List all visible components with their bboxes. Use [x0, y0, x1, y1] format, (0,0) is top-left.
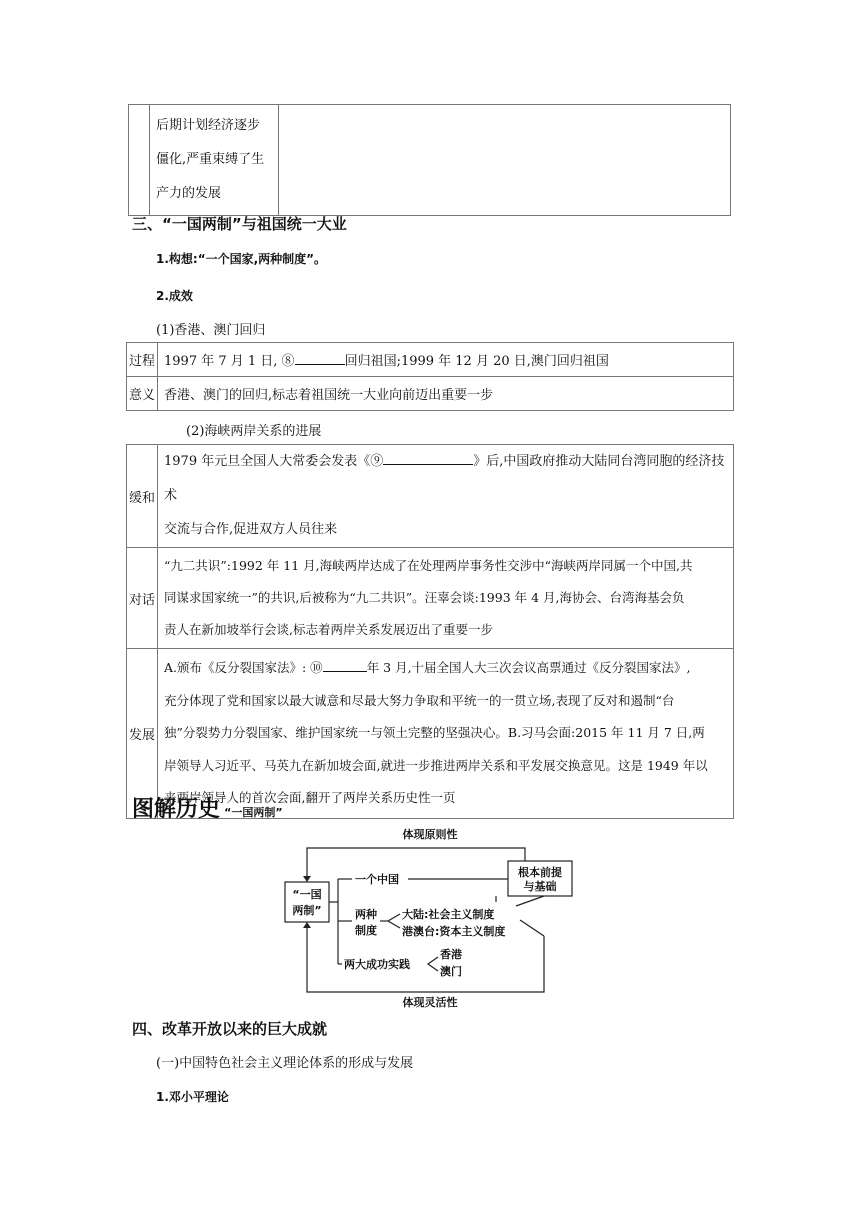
principle-arrow-line [307, 848, 525, 879]
text-line: 僵化,严重束缚了生 [156, 152, 265, 167]
row-label: 发展 [127, 649, 158, 819]
economy-table-fragment [128, 104, 731, 216]
diagram-heading-sub: “一国两制” [224, 806, 283, 819]
two-systems-label-1: 两种 [355, 908, 377, 921]
fill-blank-10[interactable] [323, 659, 367, 672]
row-label: 对话 [127, 548, 158, 649]
row-content [158, 343, 734, 377]
row-content [158, 445, 734, 548]
row-label: 意义 [127, 377, 158, 411]
item-deng-theory: 1.邓小平理论 [156, 1090, 229, 1104]
return-table [126, 342, 734, 411]
macau-label: 澳门 [440, 965, 462, 978]
section-heading-3: 三、“一国两制”与祖国统一大业 [132, 215, 347, 233]
fill-blank-8[interactable] [295, 352, 345, 365]
hmt-label: 港澳台:资本主义制度 [402, 925, 506, 938]
text-segment: 年 3 月,十届全国人大三次会议高票通过《反分裂国家法》, [366, 660, 691, 676]
text-segment: 回归祖国;1999 年 12 月 20 日,澳门回归祖国 [344, 354, 609, 369]
text-line [164, 652, 727, 685]
text-line: 同谋求国家统一”的共识,后被称为“九二共识”。汪辜会谈:1993 年 4 月,海协会、台湾海基会负 [164, 590, 685, 605]
basis-label-2: 与基础 [523, 880, 557, 893]
text-line: 来两岸领导人的首次会面,翻开了两岸关系历史性一页 [164, 790, 456, 806]
subheading-strait: (2)海峡两岸关系的进展 [186, 424, 322, 439]
table-cell-empty [279, 105, 731, 216]
arrow-head [303, 922, 311, 928]
text-line: 产力的发展 [156, 186, 222, 201]
fill-blank-9[interactable] [383, 452, 473, 465]
text-segment: A.颁布《反分裂国家法》: ⑩ [164, 660, 323, 676]
hk-label: 香港 [440, 948, 462, 961]
table-cell-empty [129, 105, 150, 216]
text-line: “九二共识”:1992 年 11 月,海峡两岸达成了在处理两岸事务性交涉中“海峡两岸同属一个中国,共 [164, 558, 693, 573]
subheading-return: (1)香港、澳门回归 [156, 323, 266, 338]
arrow-head [303, 876, 311, 882]
text-line: 独”分裂势力分裂国家、维护国家统一与领土完整的坚强决心。B.习马会面:2015 年 11 月 7 日,两 [164, 725, 705, 741]
subheading-theory: (一)中国特色社会主义理论体系的形成与发展 [156, 1056, 414, 1071]
text-segment: 》后,中国政府推动大陆同台湾同胞的经济技术 [164, 454, 725, 503]
basis-label-1: 根本前提 [518, 866, 562, 879]
strait-table [126, 444, 734, 819]
text-line: 岸领导人习近平、马英九在新加坡会面,就进一步推进两岸关系和平发展交换意见。这是 1949 年以 [164, 757, 708, 773]
section-heading-4: 四、改革开放以来的巨大成就 [132, 1020, 328, 1038]
diagram-heading-main: 图解历史 [132, 797, 221, 822]
text-line: 责人在新加坡举行会谈,标志着两岸关系发展迈出了重要一步 [164, 622, 493, 637]
text-line: 后期计划经济逐步 [156, 118, 261, 133]
row-label: 过程 [127, 343, 158, 377]
text-segment: 1979 年元旦全国人大常委会发表《⑨ [164, 454, 384, 469]
diagram-heading [132, 792, 283, 823]
center-label-2: 两制” [292, 904, 322, 917]
table-cell-text [150, 105, 279, 216]
practice-label: 两大成功实践 [344, 958, 410, 971]
center-label-1: “一国 [292, 888, 322, 901]
text-segment: 1997 年 7 月 1 日, ⑧ [164, 354, 295, 369]
mainland-label: 大陆:社会主义制度 [402, 908, 495, 921]
flexibility-label: 体现灵活性 [402, 996, 458, 1009]
item-results: 2.成效 [156, 289, 193, 303]
one-china-label: 一个中国 [355, 873, 399, 886]
row-content: 香港、澳门的回归,标志着祖国统一大业向前迈出重要一步 [158, 377, 734, 411]
row-content [158, 548, 734, 649]
two-systems-label-2: 制度 [355, 924, 377, 937]
item-concept: 1.构想:“一个国家,两种制度”。 [156, 252, 327, 266]
principle-label: 体现原则性 [402, 828, 458, 841]
row-label: 缓和 [127, 445, 158, 548]
text-line [164, 445, 727, 513]
text-line: 充分体现了党和国家以最大诚意和尽最大努力争取和平统一的一贯立场,表现了反对和遏制“台 [164, 692, 675, 708]
one-country-two-systems-diagram [280, 824, 580, 1010]
text-line: 交流与合作,促进双方人员往来 [164, 522, 338, 537]
